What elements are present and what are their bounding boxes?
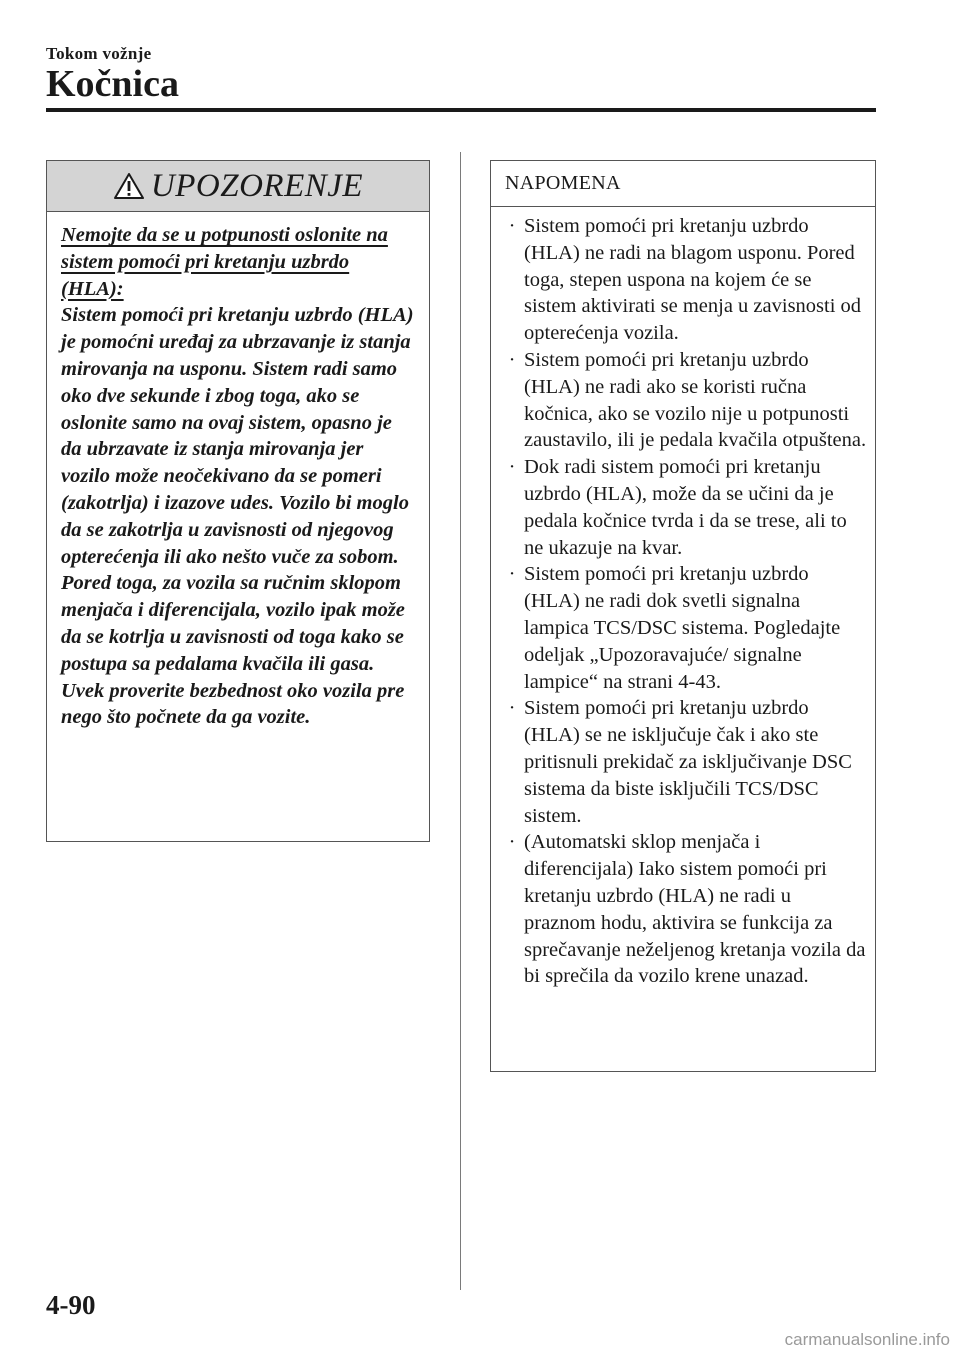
note-item xyxy=(503,454,867,561)
note-item xyxy=(503,213,867,347)
note-item-text: (Automatski sklop menjača i diferencijala) Iako sistem pomoći pri kretanju uzbrdo (HLA) ne radi u praznom hodu, aktivira se funkcija za sprečavanje neželjenog kretanja vozila da bi sprečila da vozilo krene unazad. xyxy=(524,831,866,988)
column-divider xyxy=(460,152,461,1290)
watermark-link[interactable]: carmanualsonline.info xyxy=(784,1330,950,1349)
page-title: Kočnica xyxy=(46,63,179,105)
note-title: NAPOMENA xyxy=(505,172,621,194)
note-item xyxy=(503,347,867,454)
warning-body xyxy=(47,212,429,731)
warning-title: UPOZORENJE xyxy=(150,167,364,204)
warning-header xyxy=(47,161,429,212)
bullet-point: · xyxy=(508,831,516,854)
note-header xyxy=(491,161,875,207)
note-item xyxy=(503,695,867,829)
note-item-text: Sistem pomoći pri kretanju uzbrdo (HLA) ne radi na blagom usponu. Pored toga, stepen uspona na kojem će se sistem aktivirati se menja u zavisnosti od opterećenja vozila. xyxy=(524,215,862,345)
warning-triangle-icon xyxy=(113,172,145,200)
note-item-text: Sistem pomoći pri kretanju uzbrdo (HLA) ne radi ako se koristi ručna kočnica, ako se vozilo nije u potpunosti zaustavilo, ili je pedala kvačila otpuštena. xyxy=(524,348,867,452)
note-box xyxy=(490,160,876,1072)
bullet-point: · xyxy=(508,697,516,720)
note-item-text: Sistem pomoći pri kretanju uzbrdo (HLA) se ne isključuje čak i ako ste pritisnuli prekidač za isključivanje DSC sistema da biste isključili TCS/DSC sistem. xyxy=(524,697,852,827)
warning-text: Sistem pomoći pri kretanju uzbrdo (HLA) je pomoćni uređaj za ubrzavanje iz stanja mirovanja na usponu. Sistem radi samo oko dve sekunde i zbog toga, ako se oslonite samo na ovaj sistem, opasno je da ubrzavate iz stanja mirovanja jer vozilo može neočekivano da se pomeri (zakotrlja) i izazove udes. Vozilo bi moglo da se zakotrlja u zavisnosti od njegovog opterećenja ili ako nešto vuče za sobom. Pored toga, za vozila sa ručnim sklopom menjača i diferencijala, vozilo ipak može da se kotrlja u zavisnosti od toga kako se postupa sa pedalama kvačila ili gasa. xyxy=(61,304,414,675)
section-label: Tokom vožnje xyxy=(46,44,152,63)
warning-closing: Uvek proverite bezbednost oko vozila pre nego što počnete da ga vozite. xyxy=(61,679,405,729)
header-rule xyxy=(46,108,876,112)
note-item-text: Sistem pomoći pri kretanju uzbrdo (HLA) ne radi dok svetli signalna lampica TCS/DSC sistema. Pogledajte odeljak „Upozoravajuće/ signalne lampice“ na strani 4-43. xyxy=(524,563,841,693)
bullet-point: · xyxy=(508,348,516,371)
note-item-text: Dok radi sistem pomoći pri kretanju uzbrdo (HLA), može da se učini da je pedala kočnice tvrda i da se trese, ali to ne ukazuje na kvar. xyxy=(524,456,847,559)
warning-lead: Nemojte da se u potpunosti oslonite na sistem pomoći pri kretanju uzbrdo (HLA): xyxy=(61,224,388,300)
bullet-point: · xyxy=(508,215,516,237)
bullet-point: · xyxy=(508,456,516,479)
bullet-point: · xyxy=(508,563,516,586)
note-item xyxy=(503,829,867,990)
note-list xyxy=(491,207,875,990)
page-number: 4-90 xyxy=(46,1290,96,1320)
warning-box xyxy=(46,160,430,842)
note-item xyxy=(503,561,867,695)
